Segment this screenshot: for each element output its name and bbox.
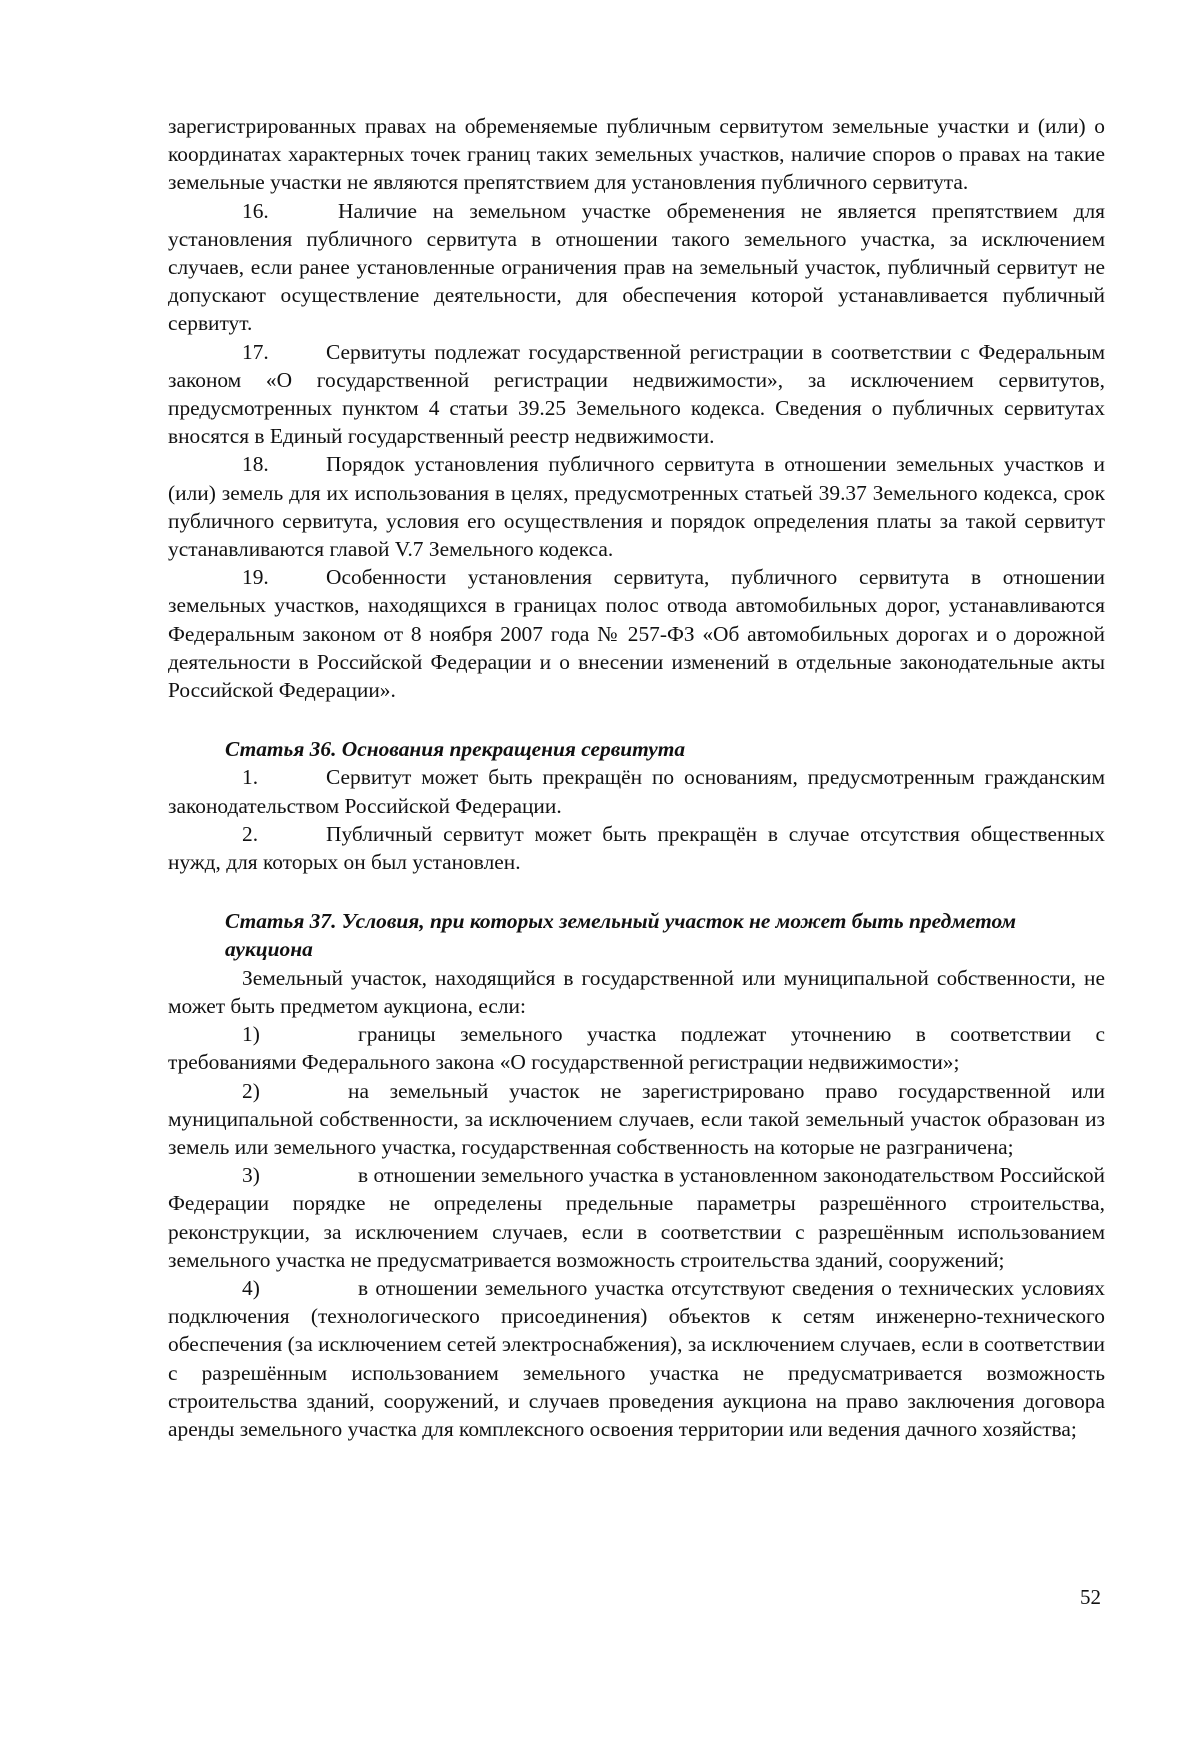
list-item [168,197,1105,338]
item-number: 1) [242,1022,260,1047]
article-37-heading: Статья 37. Условия, при которых земельный участок не может быть предметом аукциона [225,909,1016,962]
item-text: Порядок установления публичного сервитута в отношении земельных участков и (или) земель для их использования в целях, предусмотренных статьей 39.37 Земельного кодекса, срок публичного сервитута, условия его осуществления и порядок определения платы за такой сервитут устанавливаются главой V.7 Земельного кодекса. [168,452,1105,562]
list-item [168,450,1105,563]
item-number: 1. [242,765,259,790]
item-text: в отношении земельного участка в установленном законодательством Российской Федерации порядке не определены предельные параметры разрешённого строительства, реконструкции, за исключением случаев, если в соответствии с разрешённым использованием земельного участка не предусматривается возможность строительства зданий, сооружений; [168,1163,1105,1272]
article-37-intro: Земельный участок, находящийся в государственной или муниципальной собственности, не может быть предметом аукциона, если: [168,965,1105,1018]
list-item [168,1274,1105,1443]
item-number: 16. [242,198,269,223]
document-page [168,112,1105,1443]
list-item [168,1161,1105,1274]
item-text: Наличие на земельном участке обременения не является препятствием для установления публичного сервитута в отношении такого земельного участка, за исключением случаев, если ранее установленные ограничения прав на земельный участок, публичный сервитут не допускают осуществление деятельности, для обеспечения которой устанавливается публичный сервитут. [168,198,1105,336]
item-text: на земельный участок не зарегистрировано право государственной или муниципальной собственности, за исключением случаев, если такой земельный участок образован из земель или земельного участка, государственная собственность на которые не разграничена; [168,1078,1105,1159]
list-item [168,763,1105,819]
item-number: 3) [242,1163,260,1188]
item-text: Публичный сервитут может быть прекращён в случае отсутствия общественных нужд, для которых он был установлен. [168,821,1105,875]
list-item [168,563,1105,704]
item-number: 19. [242,565,269,590]
article-36-heading: Статья 36. Основания прекращения сервитута [225,737,686,762]
item-number: 17. [242,339,269,364]
item-number: 2) [242,1078,260,1103]
list-item [168,820,1105,876]
list-item [168,338,1105,451]
continuation-paragraph: зарегистрированных правах на обременяемые публичным сервитутом земельные участки и (или) о координатах характерных точек границ таких земельных участков, наличие споров о правах на такие земельные участки не являются препятствием для установления публичного сервитута. [168,114,1105,195]
item-number: 18. [242,452,269,477]
section-gap [168,704,1105,735]
item-text: в отношении земельного участка отсутствуют сведения о технических условиях подключения (технологического присоединения) объектов к сетям инженерно-технического обеспечения (за исключением сетей электроснабжения), за исключением случаев, если в соответствии с разрешённым использованием земельного участка не предусматривается возможность строительства зданий, сооружений, и случаев проведения аукциона на право заключения договора аренды земельного участка для комплексного освоения территории или ведения дачного хозяйства; [168,1275,1105,1441]
list-item [168,1077,1105,1162]
item-text: Сервитут может быть прекращён по основаниям, предусмотренным гражданским законодательством Российской Федерации. [168,765,1105,818]
section-gap [168,876,1105,907]
item-text: Сервитуты подлежат государственной регистрации в соответствии с Федеральным законом «О государственной регистрации недвижимости», за исключением сервитутов, предусмотренных пунктом 4 статьи 39.25 Земельного кодекса. Сведения о публичных сервитутах вносятся в Единый государственный реестр недвижимости. [168,339,1105,449]
list-item [168,1020,1105,1076]
item-text: границы земельного участка подлежат уточнению в соответствии с требованиями Федерального закона «О государственной регистрации недвижимости»; [168,1022,1105,1075]
item-number: 4) [242,1275,260,1300]
page-number: 52 [1080,1585,1101,1609]
item-text: Особенности установления сервитута, публичного сервитута в отношении земельных участков, находящихся в границах полос отвода автомобильных дорог, устанавливаются Федеральным законом от 8 ноября 2007 года № 257-ФЗ «Об автомобильных дорогах и о дорожной деятельности в Российской Федерации и о внесении изменений в отдельные законодательные акты Российской Федерации». [168,565,1105,703]
item-number: 2. [242,821,259,846]
